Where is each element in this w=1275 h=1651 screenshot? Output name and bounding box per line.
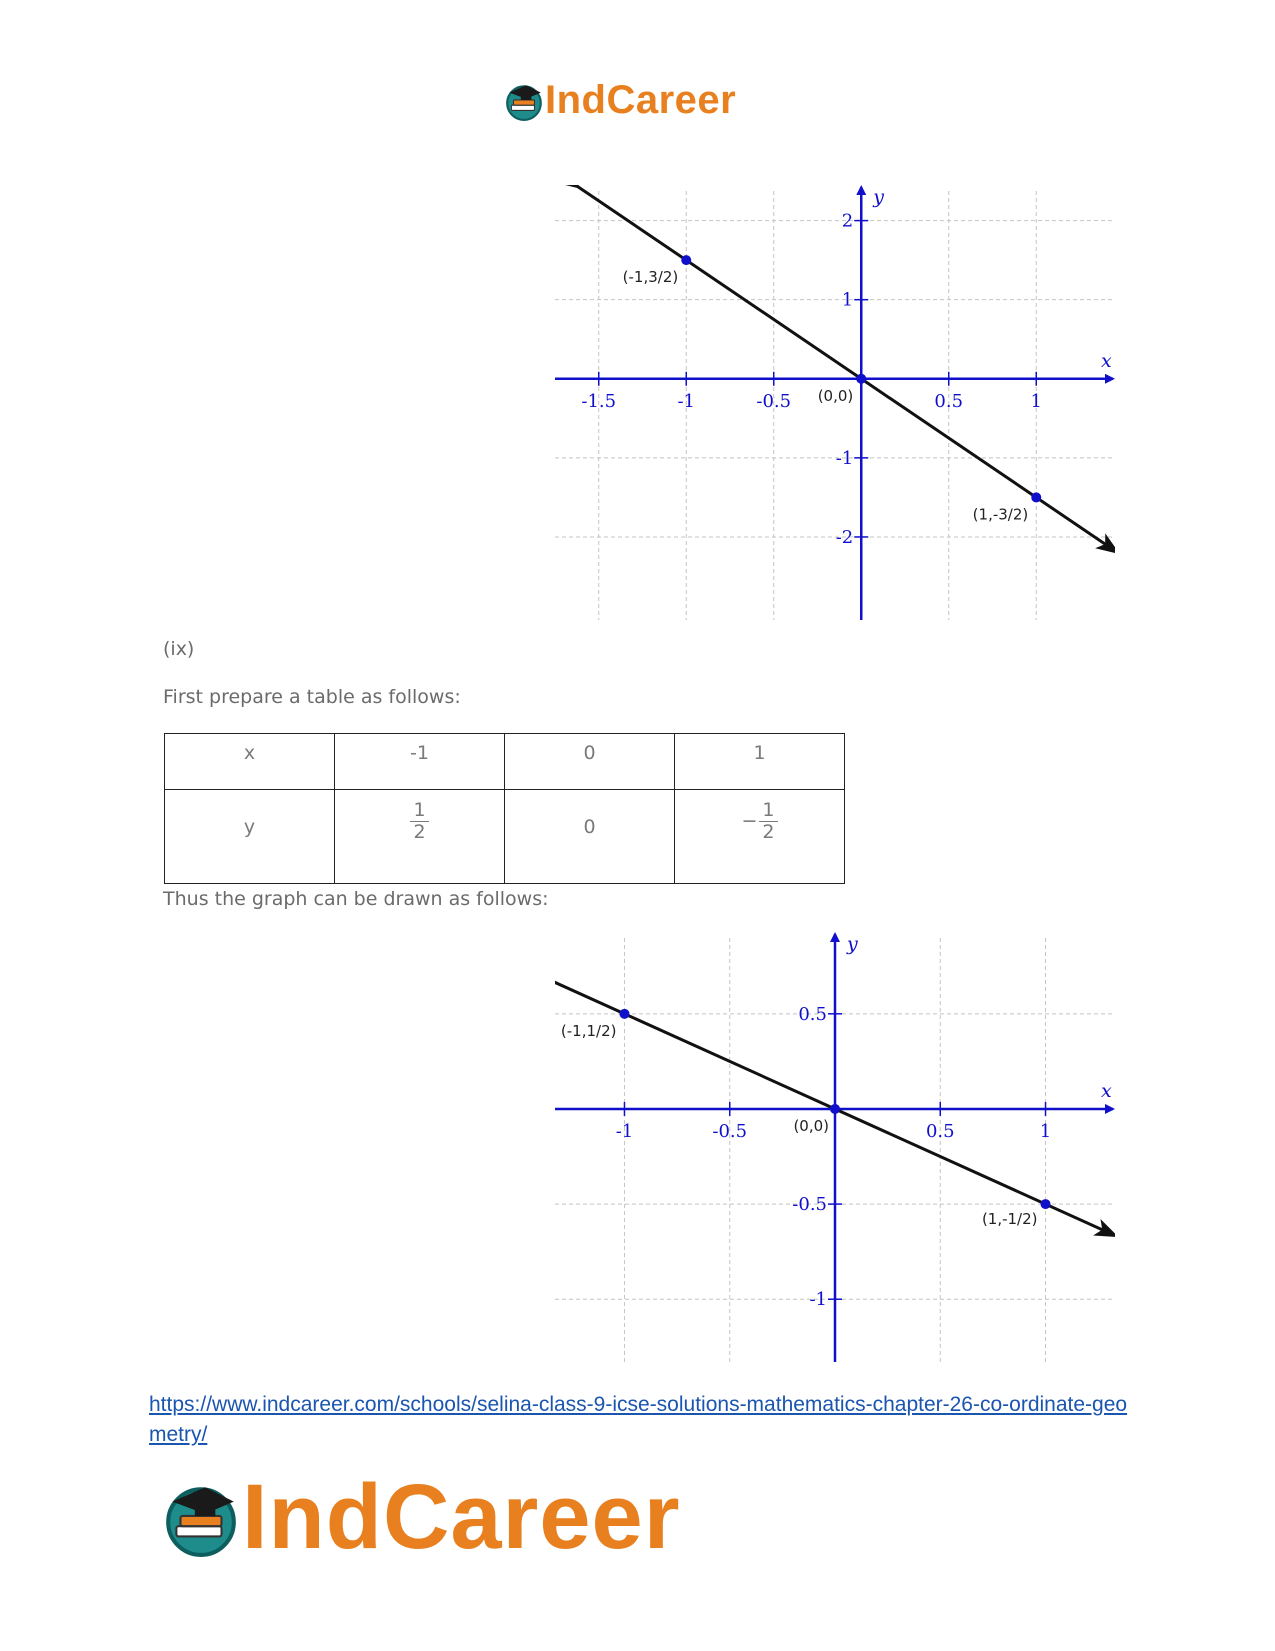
x-tick-label: -1 bbox=[615, 1120, 634, 1142]
graduation-cap-globe-icon bbox=[160, 1477, 242, 1559]
fraction bbox=[759, 800, 777, 843]
table-head-x: x bbox=[165, 734, 335, 790]
fraction-numerator: 1 bbox=[410, 800, 428, 822]
table-cell-x1: -1 bbox=[335, 734, 505, 790]
y-tick-label: -1 bbox=[835, 447, 854, 469]
y-axis-label: y bbox=[847, 933, 858, 955]
logo-wordmark: IndCareer bbox=[242, 1466, 681, 1568]
point-label: (1,-3/2) bbox=[972, 505, 1029, 524]
table-row-y bbox=[165, 790, 845, 884]
y-tick-label: 2 bbox=[841, 210, 854, 232]
intro-text: First prepare a table as follows: bbox=[163, 686, 461, 708]
y-tick-label: 1 bbox=[841, 289, 854, 311]
x-tick-label: 0.5 bbox=[925, 1120, 955, 1142]
data-point bbox=[1031, 492, 1041, 502]
table-cell-y2 bbox=[505, 790, 675, 884]
graph-2 bbox=[555, 932, 1115, 1362]
point-label: (0,0) bbox=[817, 386, 854, 405]
x-tick-label: -1.5 bbox=[581, 390, 617, 412]
point-label: (-1,3/2) bbox=[622, 268, 679, 287]
values-table bbox=[164, 733, 845, 884]
table-row-x bbox=[165, 734, 845, 790]
graduation-cap-globe-icon bbox=[503, 80, 545, 122]
table-cell-x2: 0 bbox=[505, 734, 675, 790]
data-point bbox=[681, 255, 691, 265]
x-tick-label: -0.5 bbox=[756, 390, 792, 412]
fraction-numerator: 1 bbox=[759, 800, 777, 822]
table-cell-y2-value: 0 bbox=[583, 816, 596, 838]
fraction-denominator: 2 bbox=[413, 820, 426, 843]
header-logo bbox=[503, 78, 736, 123]
x-tick-label: 0.5 bbox=[934, 390, 964, 412]
graph-1 bbox=[555, 185, 1115, 620]
x-tick-label: 1 bbox=[1030, 390, 1042, 412]
footer-logo bbox=[160, 1465, 681, 1570]
y-tick-label: -0.5 bbox=[792, 1194, 827, 1216]
y-tick-label: 0.5 bbox=[798, 1003, 827, 1025]
x-axis-label: x bbox=[1101, 349, 1112, 372]
table-cell-y3 bbox=[675, 790, 845, 884]
logo-wordmark: IndCareer bbox=[545, 78, 737, 122]
data-point bbox=[619, 1009, 629, 1019]
y-axis-label: y bbox=[873, 186, 884, 208]
x-tick-label: 1 bbox=[1039, 1120, 1052, 1142]
outro-text: Thus the graph can be drawn as follows: bbox=[163, 888, 549, 910]
table-cell-y1 bbox=[335, 790, 505, 884]
x-axis-label: x bbox=[1101, 1079, 1112, 1102]
y-tick-label: -2 bbox=[835, 526, 854, 548]
minus-sign: − bbox=[741, 810, 758, 833]
source-link[interactable]: https://www.indcareer.com/schools/selina-class-9-icse-solutions-mathematics-chapter-26-co-ordinate-geometry/ bbox=[149, 1393, 1128, 1446]
x-tick-label: -1 bbox=[677, 390, 696, 412]
section-label: (ix) bbox=[163, 638, 195, 660]
point-label: (-1,1/2) bbox=[560, 1021, 617, 1040]
point-label: (1,-1/2) bbox=[981, 1210, 1038, 1229]
data-point bbox=[856, 374, 866, 384]
x-tick-label: -0.5 bbox=[712, 1120, 748, 1142]
table-head-y-label: y bbox=[243, 816, 256, 838]
fraction bbox=[410, 800, 428, 843]
table-head-y bbox=[165, 790, 335, 884]
data-point bbox=[1041, 1199, 1051, 1209]
y-tick-label: -1 bbox=[809, 1289, 827, 1311]
data-point bbox=[830, 1104, 840, 1114]
fraction-denominator: 2 bbox=[762, 820, 775, 843]
point-label: (0,0) bbox=[793, 1116, 829, 1135]
table-cell-x3: 1 bbox=[675, 734, 845, 790]
